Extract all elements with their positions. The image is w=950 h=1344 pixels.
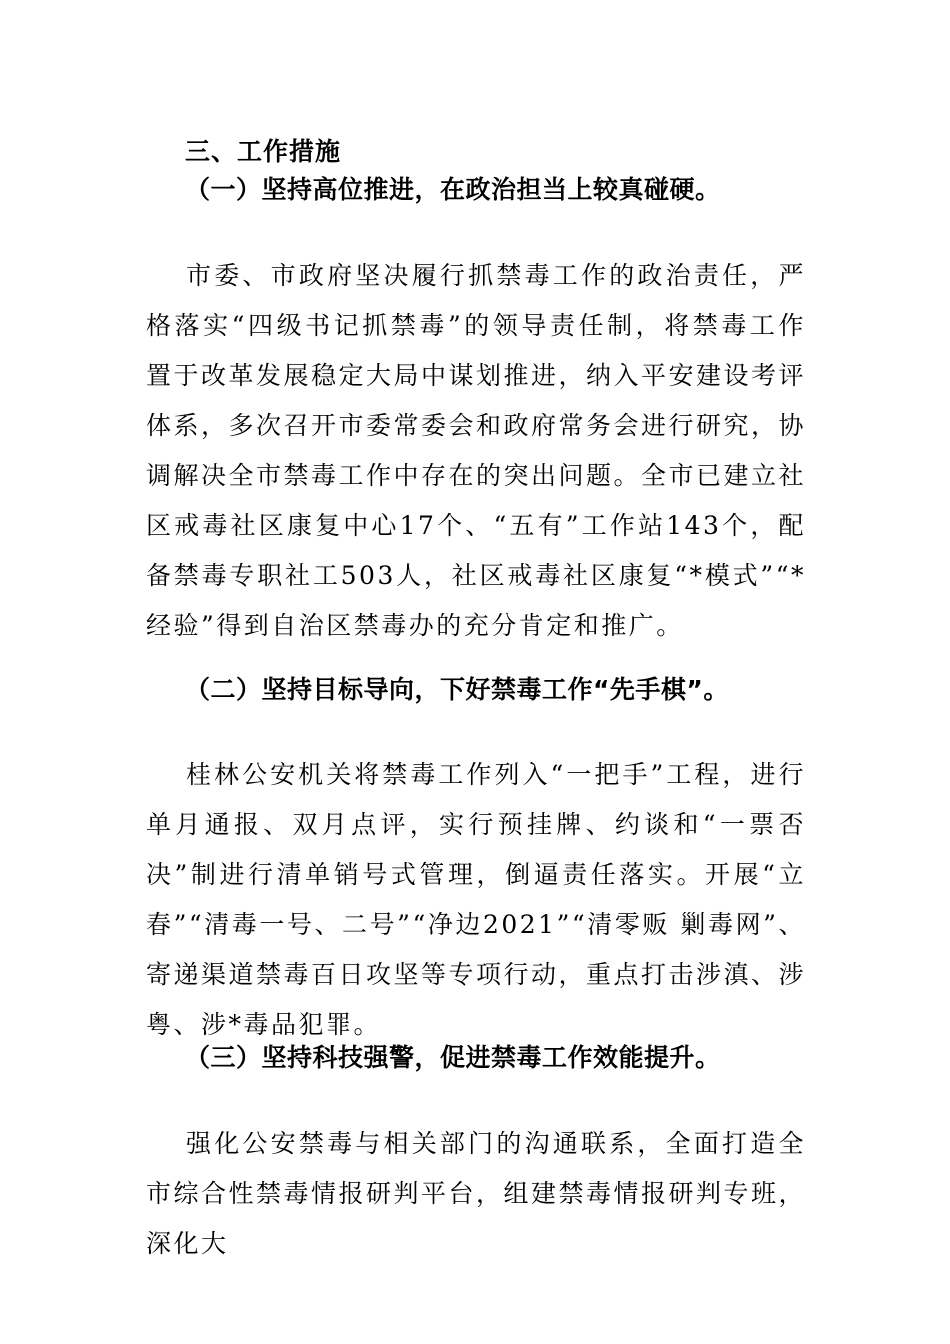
subsection-body-1: 市委、市政府坚决履行抓禁毒工作的政治责任，严格落实“四级书记抓禁毒”的领导责任制，将禁毒工作置于改革发展稳定大局中谋划推进，纳入平安建设考评体系，多次召开市委常委会和政府常务会进行研究，协调解决全市禁毒工作中存在的突出问题。全市已建立社区戒毒社区康复中心17个、“五有”工作站143个，配备禁毒专职社工503人，社区戒毒社区康复“*模式”“*经验”得到自治区禁毒办的充分肯定和推广。 xyxy=(146,261,807,640)
subsection-heading-2: （二）坚持目标导向，下好禁毒工作“先手棋”。 xyxy=(185,675,729,704)
subsection-body-2: 桂林公安机关将禁毒工作列入“一把手”工程，进行单月通报、双月点评，实行预挂牌、约谈和“一票否决”制进行清单销号式管理，倒逼责任落实。开展“立春”“清毒一号、二号”“净边2021”“清零贩 剿毒网”、寄递渠道禁毒百日攻坚等专项行动，重点打击涉滇、涉粤、涉*毒品犯罪。 xyxy=(146,760,807,1039)
subsection-heading-3: （三）坚持科技强警，促进禁毒工作效能提升。 xyxy=(185,1043,721,1072)
subsection-heading-1: （一）坚持高位推进，在政治担当上较真碰硬。 xyxy=(185,175,721,204)
section-heading: 三、工作措施 xyxy=(185,137,342,166)
subsection-body-3: 强化公安禁毒与相关部门的沟通联系，全面打造全市综合性禁毒情报研判平台，组建禁毒情报研判专班，深化大 xyxy=(146,1129,807,1258)
